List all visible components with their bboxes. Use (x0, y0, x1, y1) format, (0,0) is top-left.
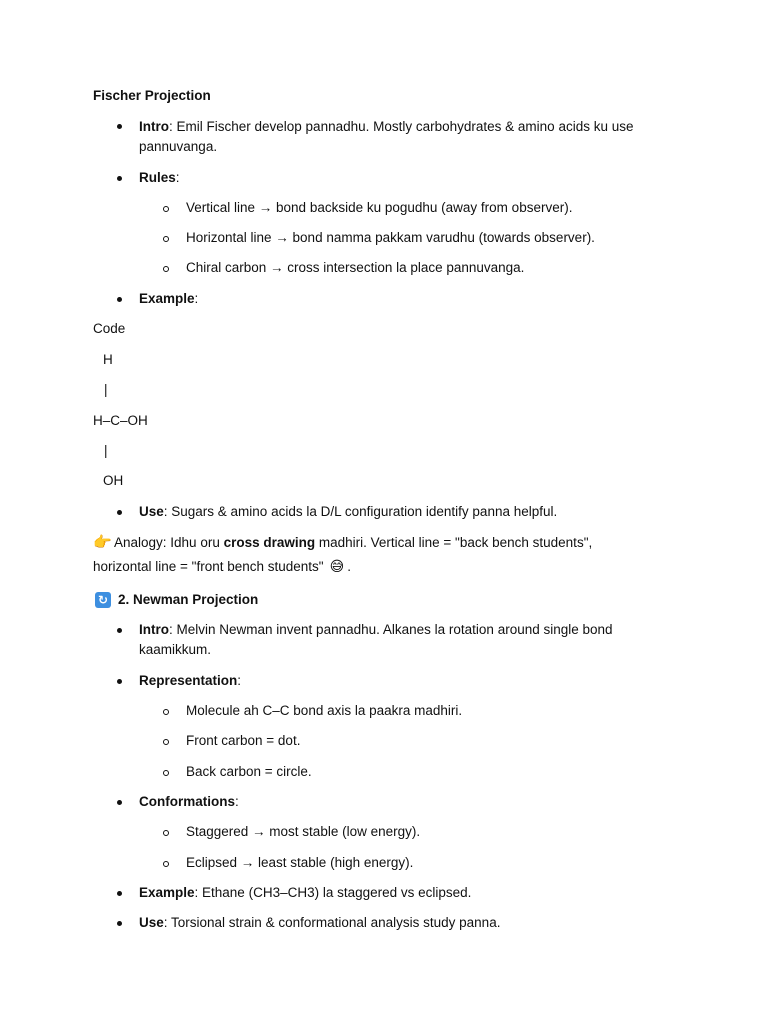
conformation-item: Staggered → most stable (low energy). (186, 824, 421, 839)
fischer-intro (139, 117, 633, 137)
use-text: : Torsional strain & conformational analysis study panna. (163, 915, 501, 930)
fischer-use (139, 502, 557, 522)
use-label: Use (139, 915, 164, 930)
pointing-hand-icon: 👉 (93, 534, 112, 551)
rule-item: Horizontal line → bond namma pakkam varudhu (towards observer). (186, 230, 595, 245)
example-label: Example (139, 885, 195, 900)
representation-item: Front carbon = dot. (186, 733, 301, 748)
code-line: | (104, 382, 108, 397)
representation-heading (139, 671, 241, 691)
sub-bullet-icon (163, 266, 169, 272)
sub-bullet-icon (163, 206, 169, 212)
bullet-icon (117, 891, 122, 896)
analogy-line (93, 533, 592, 553)
intro-label: Intro (139, 119, 169, 134)
page-title: Fischer Projection (93, 88, 211, 103)
use-label: Use (139, 504, 164, 519)
rule-item: Chiral carbon → cross intersection la place pannuvanga. (186, 260, 525, 275)
analogy-line-2 (93, 556, 351, 577)
intro-text: : Emil Fischer develop pannadhu. Mostly carbohydrates & amino acids ku use (169, 119, 634, 134)
code-label: Code (93, 321, 126, 336)
section-heading: 2. Newman Projection (118, 592, 259, 607)
intro-text: : Melvin Newman invent pannadhu. Alkanes la rotation around single bond (169, 622, 613, 637)
bullet-icon (117, 800, 122, 805)
example-label: Example (139, 291, 195, 306)
rules-label: Rules (139, 170, 176, 185)
example-text: : Ethane (CH3–CH3) la staggered vs eclipsed. (194, 885, 472, 900)
newman-use (139, 913, 500, 933)
bullet-icon (117, 124, 122, 129)
representation-item: Molecule ah C–C bond axis la paakra madhiri. (186, 703, 463, 718)
newman-example (139, 883, 471, 903)
example-colon: : (194, 291, 199, 306)
bullet-icon (117, 510, 122, 515)
newman-intro-cont: kaamikkum. (139, 642, 212, 657)
representation-label: Representation (139, 673, 238, 688)
sub-bullet-icon (163, 709, 169, 715)
fischer-intro-cont: pannuvanga. (139, 139, 218, 154)
conformations-heading (139, 792, 239, 812)
example-heading (139, 289, 198, 309)
analogy-prefix: Analogy: Idhu oru (111, 535, 224, 550)
rules-colon: : (175, 170, 180, 185)
refresh-icon: ↻ (95, 592, 111, 608)
sub-bullet-icon (163, 861, 169, 867)
use-text: : Sugars & amino acids la D/L configuration identify panna helpful. (163, 504, 558, 519)
bullet-icon (117, 921, 122, 926)
code-line: H–C–OH (93, 413, 148, 428)
sub-bullet-icon (163, 830, 169, 836)
smile-icon: 😅 (329, 558, 345, 574)
sub-bullet-icon (163, 236, 169, 242)
conformation-item: Eclipsed → least stable (high energy). (186, 855, 414, 870)
rules-heading (139, 168, 180, 188)
code-line: H (103, 352, 113, 367)
newman-intro (139, 620, 613, 640)
bullet-icon (117, 679, 122, 684)
rule-item: Vertical line → bond backside ku pogudhu (away from observer). (186, 200, 573, 215)
sub-bullet-icon (163, 739, 169, 745)
analogy-line2-text: horizontal line = "front bench students" (93, 559, 324, 574)
conformations-label: Conformations (139, 794, 235, 809)
sub-bullet-icon (163, 770, 169, 776)
bullet-icon (117, 297, 122, 302)
analogy-bold: cross drawing (223, 535, 316, 550)
analogy-suffix: madhiri. Vertical line = "back bench students", (315, 535, 593, 550)
intro-label: Intro (139, 622, 169, 637)
code-line: | (104, 443, 108, 458)
representation-colon: : (237, 673, 242, 688)
representation-item: Back carbon = circle. (186, 764, 312, 779)
code-line: OH (103, 473, 124, 488)
bullet-icon (117, 628, 122, 633)
analogy-end: . (347, 559, 351, 574)
bullet-icon (117, 176, 122, 181)
conformations-colon: : (235, 794, 239, 809)
